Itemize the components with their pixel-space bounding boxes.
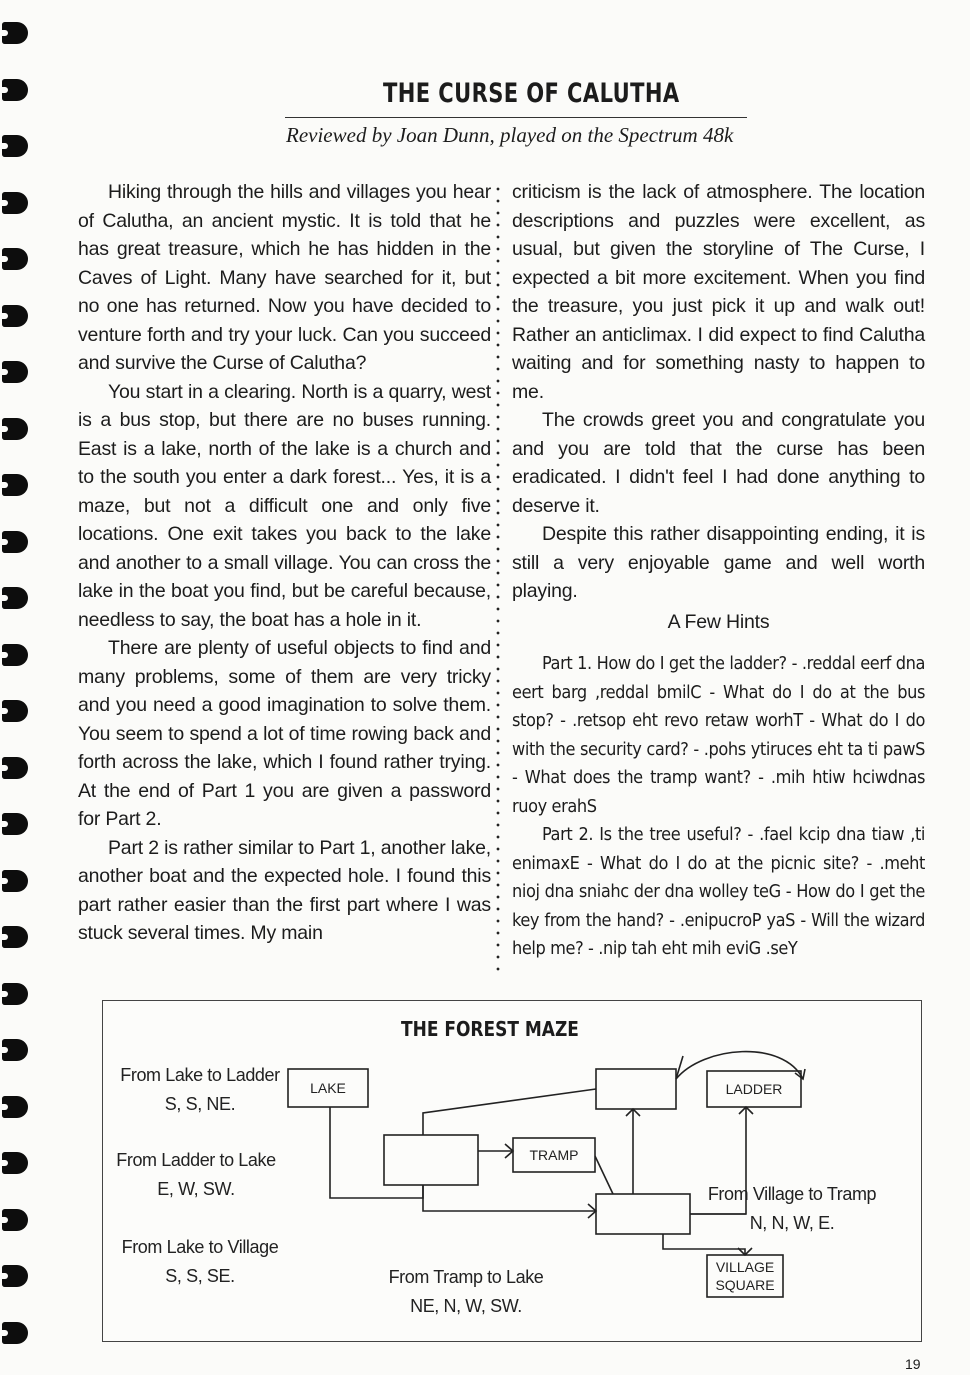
route-title: From Tramp to Lake	[388, 1267, 544, 1287]
low-forest-node	[596, 1194, 690, 1234]
ladder-label: LADDER	[725, 1081, 783, 1097]
route-ladder-to-lake	[107, 1146, 285, 1204]
binding-ring	[2, 757, 28, 779]
route-steps: S, S, SE.	[165, 1266, 235, 1286]
forest-maze-diagram	[102, 1000, 922, 1342]
binding-ring	[2, 474, 28, 496]
village-label-line2: SQUARE	[715, 1277, 775, 1293]
hint-part-one: Part 1. How do I get the ladder? - .reddal eerf dna eert barg ,reddal bmilC - What do I do at the bus stop? - .retsop eht revo retaw worhT - What do I do with the security card? - .pohs ytiruces eht ta ti pawS - What does the tramp want? - .mih htiw hciwdnas ruoy erahS	[512, 653, 925, 817]
path-mid-to-top	[423, 1089, 596, 1135]
mid-forest-node	[384, 1135, 478, 1185]
route-steps: NE, N, W, SW.	[410, 1296, 522, 1316]
route-title: From Lake to Village	[121, 1237, 279, 1257]
binding-ring	[2, 248, 28, 270]
binding-ring	[2, 983, 28, 1005]
title-rule	[285, 117, 747, 118]
binding-ring	[2, 22, 28, 44]
right-column	[512, 178, 925, 964]
binding-ring	[2, 700, 28, 722]
route-title: From Village to Tramp	[707, 1184, 877, 1204]
paragraph-verdict: Despite this rather disappointing ending, it is still a very enjoyable game and well worth playing.	[512, 523, 925, 602]
paragraph-start: You start in a clearing. North is a quarry, west is a bus stop, but there are no buses running. East is a lake, north of the lake is a church and to the south you enter a dark forest... Yes, it is a maze, but not a difficult one and only five locations. One exit takes you back to the lake and another to a small village. You can cross the lake in the boat you find, but be careful because, needless to say, the boat has a hole in it.	[78, 380, 491, 631]
binding-ring	[2, 1322, 28, 1344]
binding-ring	[2, 644, 28, 666]
lake-label: LAKE	[310, 1080, 346, 1096]
binding-ring	[2, 135, 28, 157]
article-title: THE CURSE OF CALUTHA	[383, 78, 680, 109]
route-steps: E, W, SW.	[157, 1179, 235, 1199]
binding-ring	[2, 1209, 28, 1231]
paragraph-objects: There are plenty of useful objects to find and many problems, some of them are very tricky and you need a good imagination to solve them. You seem to spend a lot of time rowing back and forth across the lake, which I found rather trying. At the end of Part 1 you are given a password for Part 2.	[78, 637, 491, 830]
left-column	[78, 178, 491, 948]
tramp-label: TRAMP	[529, 1147, 579, 1163]
route-title: From Ladder to Lake	[116, 1150, 276, 1170]
binding-ring	[2, 79, 28, 101]
hints-list	[512, 650, 925, 964]
route-village-to-tramp	[699, 1180, 885, 1238]
binding-ring	[2, 587, 28, 609]
spiral-binding	[0, 0, 40, 1375]
binding-ring	[2, 1265, 28, 1287]
path-mid-to-low	[423, 1185, 596, 1211]
village-label-line1: VILLAGE	[715, 1259, 775, 1275]
binding-ring	[2, 926, 28, 948]
binding-ring	[2, 305, 28, 327]
binding-ring	[2, 192, 28, 214]
paragraph-criticism: criticism is the lack of atmosphere. The location descriptions and puzzles were excellent, as usual, but given the storyline of The Curse, I expected a bit more excitement. When you find the treasure, you just pick it up and walk out! Rather an anticlimax. I did expect to find Calutha waiting and for something nasty to happen to me.	[512, 181, 925, 403]
route-title: From Lake to Ladder	[120, 1065, 280, 1085]
binding-ring	[2, 1039, 28, 1061]
paragraph-intro: Hiking through the hills and villages you hear of Calutha, an ancient mystic. It is told that he has great treasure, which he has hidden in the Caves of Light. Many have searched for it, but no one has returned. Now you have decided to venture forth and try your luck. Can you succeed and survive the Curse of Calutha?	[78, 181, 491, 374]
route-lake-to-village	[115, 1233, 285, 1291]
hints-heading: A Few Hints	[667, 610, 770, 633]
binding-ring	[2, 1152, 28, 1174]
binding-ring	[2, 1096, 28, 1118]
binding-ring	[2, 531, 28, 553]
binding-ring	[2, 418, 28, 440]
page-number: 19	[905, 1356, 921, 1372]
route-steps: S, S, NE.	[164, 1094, 236, 1114]
column-divider	[496, 183, 500, 973]
binding-ring	[2, 361, 28, 383]
paragraph-ending: The crowds greet you and congratulate you and you are told that the curse has been eradicated. I didn't feel I had done anything to deserve it.	[512, 409, 925, 517]
route-tramp-to-lake	[385, 1263, 547, 1321]
route-steps: N, N, W, E.	[749, 1213, 835, 1233]
path-top-loop	[676, 1052, 803, 1079]
binding-ring	[2, 813, 28, 835]
binding-ring	[2, 870, 28, 892]
maze-title: THE FOREST MAZE	[401, 1017, 579, 1041]
path-tramp-to-low	[595, 1156, 613, 1194]
route-lake-to-ladder	[115, 1061, 285, 1119]
hint-part-two: Part 2. Is the tree useful? - .fael kcip dna tiaw ,ti enimaxE - What do I do at the picnic site? - .meht nioj dna sniahc der dna wolley teG - How do I get the key from the hand? - .enipucroP yaS - Will the wizard help me? - .nip tah eht mih eviG .seY	[512, 824, 925, 959]
top-forest-node	[596, 1069, 676, 1109]
article-byline: Reviewed by Joan Dunn, played on the Spectrum 48k	[286, 123, 734, 147]
paragraph-part-two: Part 2 is rather similar to Part 1, another lake, another boat and the expected hole. I found this part rather easier than the first part where I was stuck several times. My main	[78, 836, 491, 944]
